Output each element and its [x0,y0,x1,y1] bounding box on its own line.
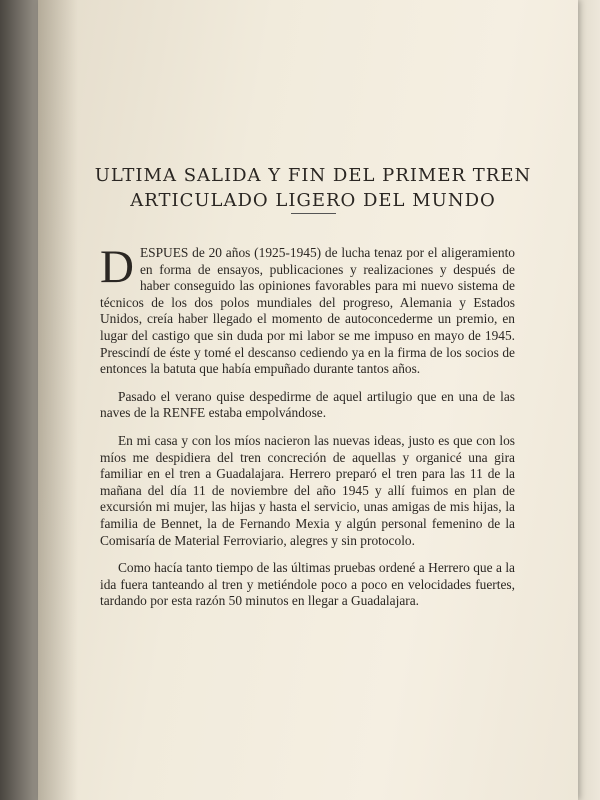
paragraph-2: Pasado el verano quise despedirme de aquel artilugio que en una de las naves de la RENFE estaba empolvándose. [100,388,515,421]
chapter-title [78,163,548,213]
book-page [38,0,578,800]
paragraph-1-lead-word: ESPUES [139,245,189,260]
paragraph-1-text: de 20 años (1925-1945) de lucha tenaz por el aligeramiento en forma de ensayos, publicaciones y realizaciones y después de haber conseguido las opiniones favorables para mi nuevo sistema de técnicos de los dos polos mundiales del progreso, Alemania y Estados Unidos, creía haber llegado el momento de autoconcederme un premio, en lugar del castigo que sin duda por mi labor se me impuso en mayo de 1945. Prescindí de éste y tomé el descanso cediendo ya en la firma de los socios de entonces la batuta que había empuñado durante tantos años. [100,245,516,377]
drop-cap: D [100,241,134,293]
paragraph-4: Como hacía tanto tiempo de las últimas pruebas ordené a Herrero que a la ida fuera tanteando al tren y metiéndole poco a poco en velocidades fuertes, tardando por esta razón 50 minutos en llegar a Guadalajara. [100,560,515,609]
paragraph-3: En mi casa y con los míos nacieron las nuevas ideas, justo es que con los míos me despidiera del tren concreción de aquellas y organicé una gira familiar en el tren a Guadalajara. Herrero preparó el tren para las 11 de la mañana del día 11 de noviembre del año 1945 y allí fuimos en plan de excursión mi mujer, las hijas y hasta el servicio, unas amigas de mis hijas, la familia de Bennet, la de Fernando Mexia y algún personal femenino de la Comisaría de Material Ferroviario, alegres y sin protocolo. [100,432,515,548]
title-divider-rule [291,213,336,214]
chapter-body [100,241,516,621]
paragraph-1 [100,241,516,378]
chapter-title-line-2: ARTICULADO LIGERO DEL MUNDO [130,190,496,211]
page-gutter-shade [38,0,78,800]
chapter-title-line-1: ULTIMA SALIDA Y FIN DEL PRIMER TREN [94,165,532,186]
